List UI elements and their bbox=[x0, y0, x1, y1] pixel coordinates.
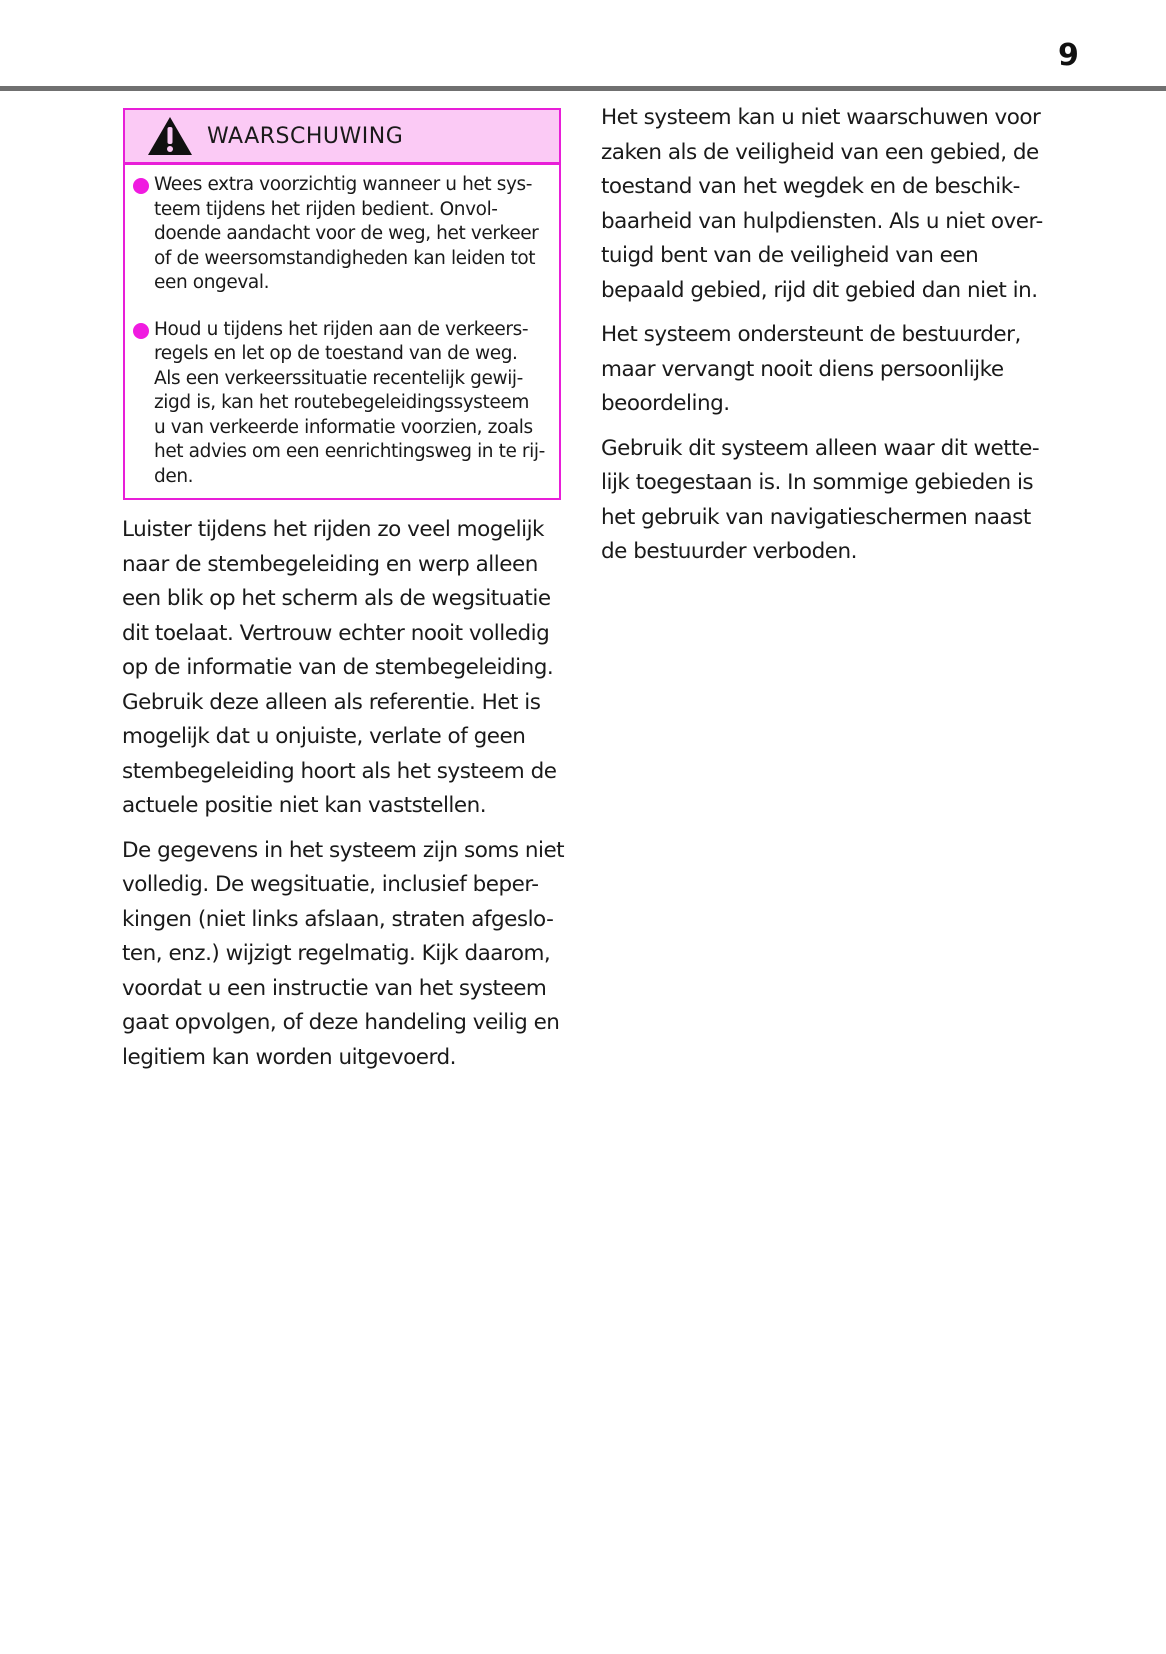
left-column bbox=[122, 513, 572, 1085]
bullet-icon bbox=[133, 323, 149, 339]
page-number: 9 bbox=[1058, 38, 1079, 73]
header-rule bbox=[0, 86, 1166, 91]
bullet-icon bbox=[133, 178, 149, 194]
warning-item-text: Houd u tijdens het rijden aan de verkeers-regels en let op de toestand van de weg. Als een verkeerssituatie recentelijk gewij-zigd is, kan het routebegeleidingssysteem u van verkeerde informatie voorzien, zoals het advies om een eenrichtingsweg in te rij-den. bbox=[154, 318, 545, 487]
warning-item-text: Wees extra voorzichtig wanneer u het sys-teem tijdens het rijden bedient. Onvol-doende aandacht voor de weg, het verkeer of de weersomstandigheden kan leiden tot een ongeval. bbox=[154, 174, 539, 293]
paragraph: Gebruik dit systeem alleen waar dit wette-lijk toegestaan is. In sommige gebieden is het gebruik van navigatieschermen naast de bestuurder verboden. bbox=[601, 435, 1040, 564]
warning-title: WAARSCHUWING bbox=[207, 123, 404, 149]
right-column bbox=[601, 101, 1051, 580]
warning-triangle-icon bbox=[147, 116, 193, 156]
warning-box bbox=[123, 108, 561, 500]
paragraph: De gegevens in het systeem zijn soms niet volledig. De wegsituatie, inclusief beper-kingen (niet links afslaan, straten afgeslo-ten, enz.) wijzigt regelmatig. Kijk daarom, voordat u een instructie van het systeem gaat opvolgen, of deze handeling veilig en legitiem kan worden uitgevoerd. bbox=[122, 837, 565, 1070]
paragraph: Het systeem ondersteunt de bestuurder, maar vervangt nooit diens persoonlijke beoordeling. bbox=[601, 322, 1021, 416]
warning-header bbox=[125, 110, 559, 165]
paragraph: Luister tijdens het rijden zo veel mogelijk naar de stembegeleiding en werp alleen een blik op het scherm als de wegsituatie dit toelaat. Vertrouw echter nooit volledig op de informatie van de stembegeleiding. Gebruik deze alleen als referentie. Het is mogelijk dat u onjuiste, verlate of geen stembegeleiding hoort als het systeem de actuele positie niet kan vaststellen. bbox=[122, 517, 557, 818]
paragraph: Het systeem kan u niet waarschuwen voor zaken als de veiligheid van een gebied, de toestand van het wegdek en de beschik-baarheid van hulpdiensten. Als u niet over-tuigd bent van de veiligheid van een bepaald gebied, rijd dit gebied dan niet in. bbox=[601, 105, 1043, 303]
warning-item bbox=[133, 173, 545, 296]
warning-item bbox=[133, 318, 545, 490]
